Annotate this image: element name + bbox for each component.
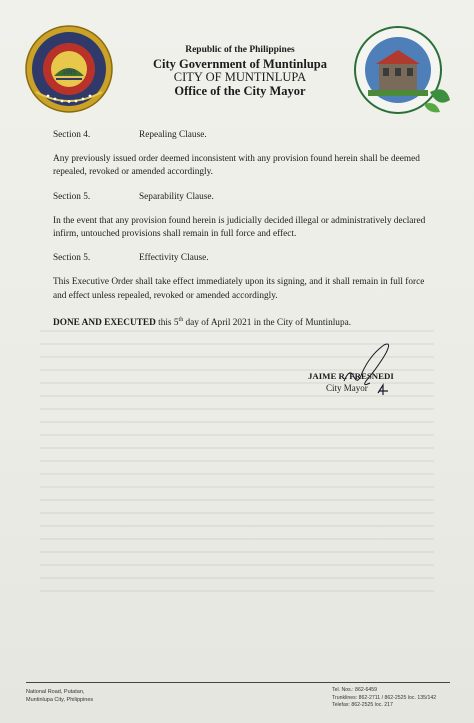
section-paragraph-effectivity: This Executive Order shall take effect immediately upon its signing, and it shall remain in full force and effect unless repealed, revoked or amended accordingly. [53,277,425,301]
header-office: Office of the City Mayor [174,83,306,98]
city-seal-right [350,24,454,116]
closing-bold: DONE AND EXECUTED [53,317,156,328]
closing-date-post: day of April 2021 in the City of Muntinlupa. [183,317,352,328]
section-paragraph-repealing: Any previously issued order deemed inconsistent with any provision found herein shall be deemed repealed, revoked or amended accordingly. [53,154,420,178]
footer-address-line: Muntinlupa City, Philippines [26,697,94,703]
initial-mark [376,383,390,397]
section-paragraph-separability: In the event that any provision found herein is judicially decided illegal or administratively declared infirm, untouched provisions shall remain in full force and effect. [53,215,426,240]
footer-tel: Tel. Nos.: 862-6459 [332,687,377,693]
footer-address [26,688,93,704]
signer-name: JAIME R. FRESNEDI [308,371,394,381]
seal-left-year: 1995 [62,70,76,76]
section-number: Section 4. [53,130,91,140]
footer-trunklines: Trunklines: 862-2711 / 862-2525 loc. 135/142 [332,694,437,701]
section-title: Separability Clause. [139,191,214,202]
document-body [53,129,430,330]
section-heading-effectivity [53,252,430,265]
signer-title: City Mayor [326,383,368,393]
footer-telefax: Telefax: 862-2525 loc. 217 [332,702,393,708]
header-republic: Republic of the Philippines [185,45,295,55]
section-heading-repealing [53,129,430,142]
section-title: Repealing Clause. [139,130,207,140]
section-title: Effectivity Clause. [139,253,209,264]
section-number: Section 5. [53,191,91,202]
city-seal-left [24,24,114,114]
section-number: Section 5. [53,253,91,264]
closing-statement [53,314,430,330]
section-heading-separability [53,191,430,204]
footer-contacts [332,687,436,710]
closing-date-pre: this 5 [155,317,179,328]
closing-date-sup: th [178,316,184,323]
footer-address-line: National Road, Putatan, [26,689,85,695]
letterhead [120,44,360,98]
footer-divider [26,682,450,683]
header-city: CITY OF MUNTINLUPA [173,70,307,84]
header-city-government: City Government of Muntinlupa [153,56,327,71]
